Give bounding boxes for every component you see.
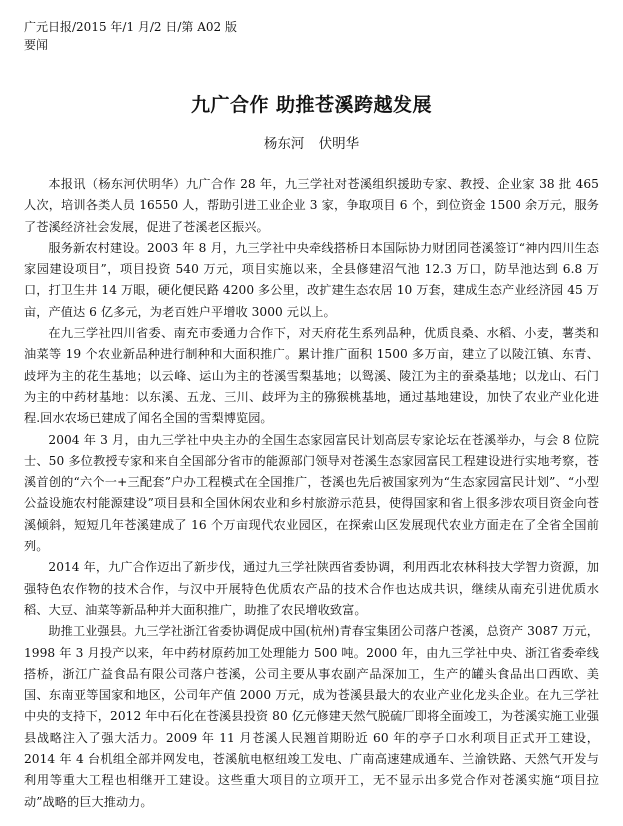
article-body: [24, 174, 599, 813]
article-byline: 杨东河 伏明华: [263, 136, 360, 152]
paragraph-forum-2004: 2004 年 3 月，由九三学社中央主办的全国生态家园富民计划高层专家论坛在苍溪举办，与会 8 位院士、50 多位教授专家和来自全国部分省市的能源部门领导对苍溪生态家园富民工程建设进行实地考察，苍溪首创的“六个一+三配套”户办工程模式在全国推广，苍溪也先后被国家列为“生态家园富民计划”、“小型公益设施农村能源建设”项目县和全国休闲农业和乡村旅游示范县，使得国家和省上很多涉农项目资金向苍溪倾斜，短短几年苍溪建成了 16 个万亩现代农业园区，在探索山区发展现代农业方面走在了全省全国前列。: [24, 432, 599, 554]
paragraph-rural-construction: 服务新农村建设。2003 年 8 月，九三学社中央牵线搭桥日本国际协力财团同苍溪签订“神内四川生态家园建设项目”，项目投资 540 万元，项目实施以来，全县修建沼气池 12.3 万口，防旱池达到 6.8 万口，打卫生井 14 万眼，硬化便民路 4200 多公里，改扩建生态农居 10 万套，建成生态产业经济园 45 万亩，产值达 6 亿多元，为老百姓户平增收 3000 元以上。: [24, 240, 599, 319]
paragraph-crop-promotion: 在九三学社四川省委、南充市委通力合作下，对天府花生系列品种，优质良桑、水稻、小麦，薯类和油菜等 19 个农业新品种进行制种和大面积推广。累计推广面积 1500 多万亩，建立了以陵江镇、东青、歧坪为主的花生基地；以云峰、运山为主的苍溪雪梨基地；以鸳溪、陵江为主的蚕桑基地；以龙山、石门为主的中药材基地：以东溪、五龙、三川、歧坪为主的猕猴桃基地，通过基地建设，加快了农业产业化进程.回水农场已建成了闻名全国的雪梨博览园。: [24, 326, 599, 426]
article-title: 九广合作 助推苍溪跨越发展: [190, 94, 433, 116]
source-line: 广元日报/2015 年/1 月/2 日/第 A02 版: [24, 20, 237, 34]
paragraph-industry: 助推工业强县。九三学社浙江省委协调促成中国(杭州)青春宝集团公司落户苍溪，总资产 3087 万元，1998 年 3 月投产以来，年中药材原药加工处理能力 500 吨。2000 年，由九三学社中央、浙江省委牵线搭桥，浙江广益食品有限公司落户苍溪，公司主要从事农副产品深加工，生产的罐头食品出口西欧、美国、东南亚等国家和地区，公司年产值 2000 万元，成为苍溪县最大的农业产业化龙头企业。在九三学社中央的支持下，2012 年中石化在苍溪县投资 80 亿元修建天然气脱硫厂即将全面竣工，为苍溪实施工业强县战略注入了强大活力。2009 年 11 月苍溪人民翘首期盼近 60 年的亭子口水利项目正式开工建设，2014 年 4 台机组全部并网发电，苍溪航电枢纽竣工发电、广南高速建成通车、兰渝铁路、天然气开发与利用等重大工程也相继开工建设。这些重大项目的立项开工，无不显示出多党合作对苍溪实施“项目拉动”战略的巨大推动力。: [24, 624, 599, 809]
paragraph-2014: 2014 年，九广合作迈出了新步伐，通过九三学社陕西省委协调，利用西北农林科技大学智力资源，加强特色农作物的技术合作，与汉中开展特色优质农产品的技术合作也达成共识，继续从南充引进优质水稻、大豆、油菜等新品种并大面积推广，助推了农民增收致富。: [24, 560, 599, 617]
paragraph-lead: 本报讯（杨东河伏明华）九广合作 28 年，九三学社对苍溪组织援助专家、教授、企业家 38 批 465 人次，培训各类人员 16550 人，帮助引进工业企业 3 家，争取项目 6 个，到位资金 1500 余万元，服务了苍溪经济社会发展，促进了苍溪老区振兴。: [24, 177, 599, 234]
section-label: 要闻: [24, 38, 49, 52]
